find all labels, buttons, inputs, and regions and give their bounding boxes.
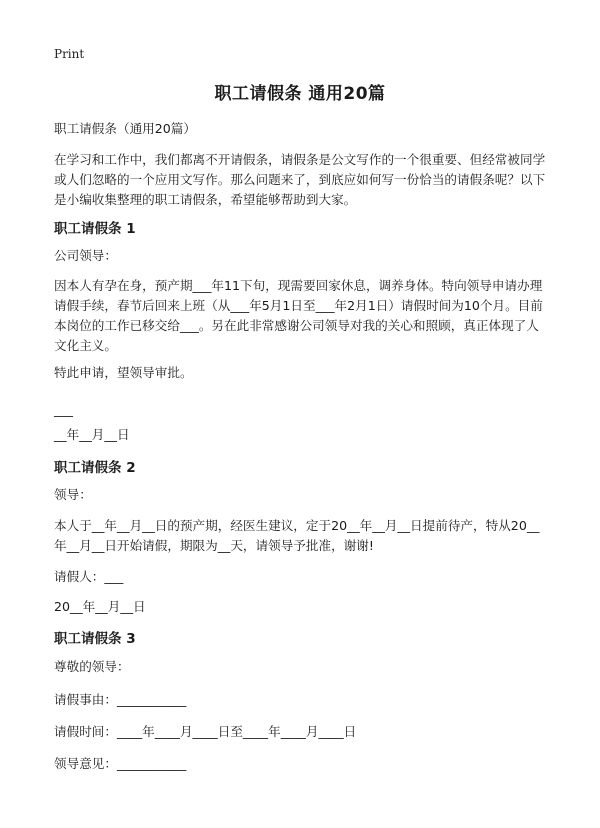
section-2-applicant: 请假人：___: [54, 569, 124, 584]
section-1-date: __年__月__日: [54, 427, 130, 442]
section-2-salutation: 领导：: [54, 487, 92, 502]
section-3-salutation: 尊敬的领导：: [54, 659, 130, 674]
section-2-body: 本人于__年__月__日的预产期，经医生建议，定于20__年__月__日提前待产，特从20__年__月__日开始请假，期限为__天，请领导予批准，谢谢!: [54, 518, 540, 553]
section-3-opinion: 领导意见：___________: [54, 756, 187, 771]
section-3-heading: 职工请假条 3: [54, 631, 136, 647]
intro-paragraph: 在学习和工作中，我们都离不开请假条，请假条是公文写作的一个很重要、但经常被同学或人们忽略的一个应用文写作。那么问题来了，到底应如何写一份恰当的请假条呢？以下是小编收集整理的职工请假条，希望能够帮助到大家。: [54, 152, 546, 207]
section-1-salutation: 公司领导：: [54, 248, 117, 263]
section-3-reason: 请假事由：___________: [54, 692, 187, 707]
section-1-heading: 职工请假条 1: [54, 221, 136, 237]
section-3-time: 请假时间：____年____月____日至____年____月____日: [54, 724, 357, 739]
document-title: 职工请假条 通用20篇: [214, 84, 386, 104]
document-subtitle: 职工请假条（通用20篇）: [54, 121, 196, 136]
print-link[interactable]: Print: [54, 47, 85, 61]
section-1-closing: 特此申请，望领导审批。: [54, 365, 193, 380]
section-2-date: 20__年__月__日: [54, 599, 146, 614]
section-1-body: 因本人有孕在身，预产期___年11下旬，现需要回家休息，调养身体。特向领导申请办理请假手续，春节后回来上班（从___年5月1日至___年2月1日）请假时间为10个月。目前本岗位的工作已移交给___。另在此非常感谢公司领导对我的关心和照顾，真正体现了人文化主义。: [54, 278, 543, 353]
section-1-signature: ___: [54, 402, 73, 417]
section-2-heading: 职工请假条 2: [54, 460, 136, 476]
